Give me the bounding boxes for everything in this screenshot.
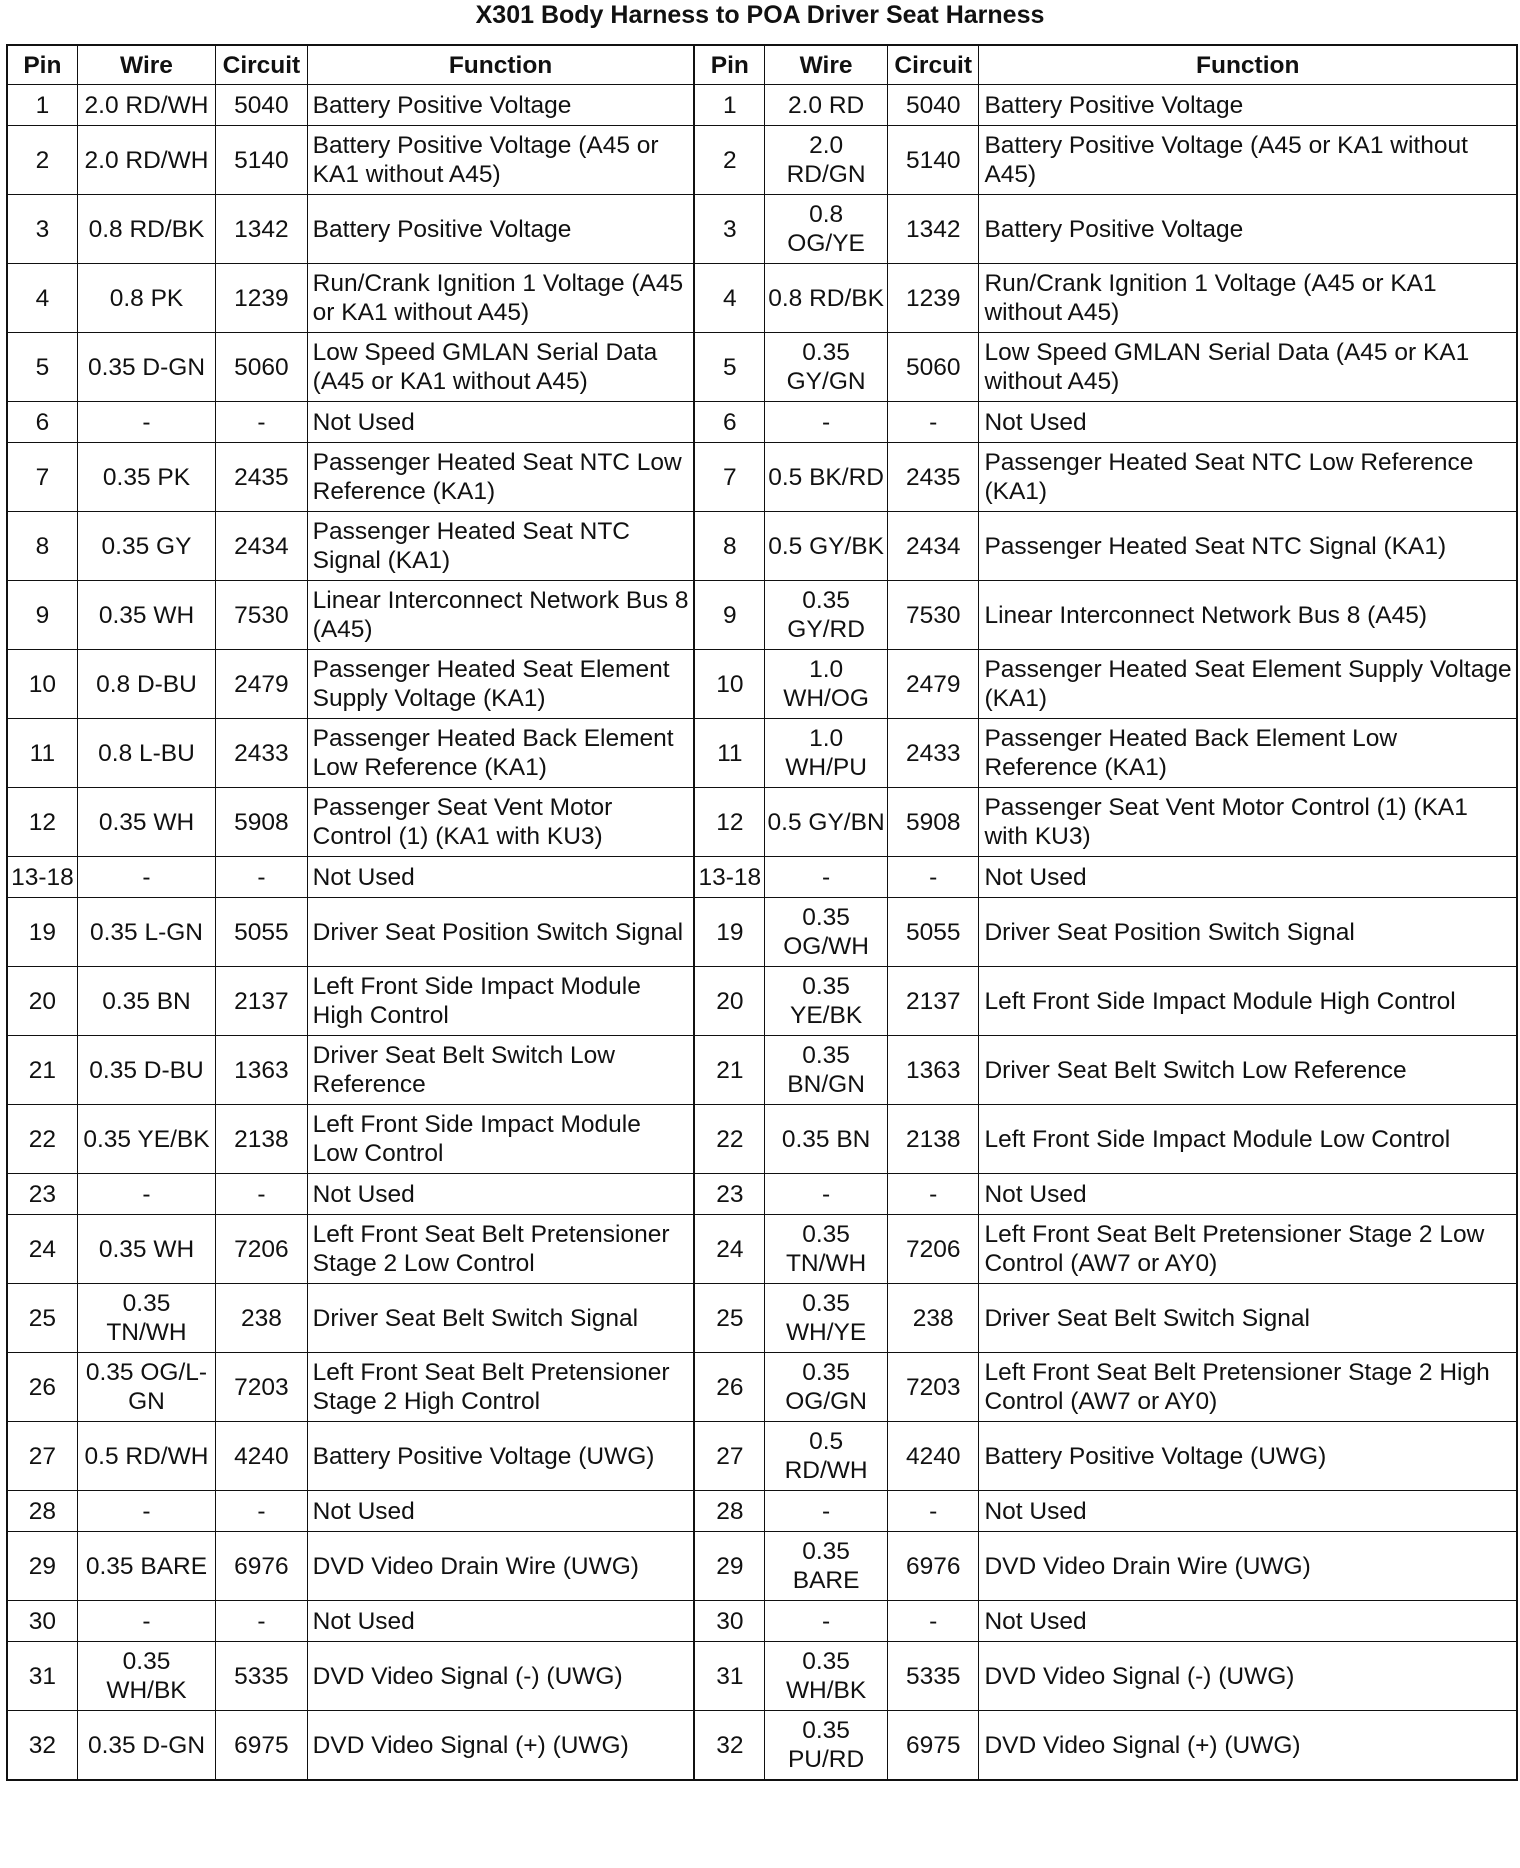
function-cell: Passenger Heated Seat Element Supply Voltage (KA1) [307, 650, 694, 719]
circuit-cell: 5040 [216, 85, 308, 126]
function-cell: Left Front Side Impact Module High Control [307, 967, 694, 1036]
wire-cell: 0.35 BN [765, 1105, 888, 1174]
wire-cell: - [77, 1174, 215, 1215]
pin-cell: 28 [694, 1491, 764, 1532]
table-row [7, 1422, 1517, 1491]
pin-cell: 9 [694, 581, 764, 650]
table-row [7, 967, 1517, 1036]
circuit-cell: - [216, 1601, 308, 1642]
wire-cell: 2.0 RD/WH [77, 126, 215, 195]
wire-cell: 0.35 WH [77, 581, 215, 650]
table-body [7, 85, 1517, 1781]
function-cell: DVD Video Signal (+) (UWG) [307, 1711, 694, 1781]
pin-cell: 27 [7, 1422, 77, 1491]
table-row [7, 1711, 1517, 1781]
wire-cell: 0.35 D-BU [77, 1036, 215, 1105]
circuit-cell: 5140 [216, 126, 308, 195]
pin-cell: 20 [7, 967, 77, 1036]
table-row [7, 402, 1517, 443]
function-cell: Not Used [307, 1601, 694, 1642]
function-cell: Battery Positive Voltage (UWG) [979, 1422, 1517, 1491]
function-cell: Run/Crank Ignition 1 Voltage (A45 or KA1 without A45) [979, 264, 1517, 333]
pin-cell: 26 [7, 1353, 77, 1422]
wire-cell: 1.0 WH/OG [765, 650, 888, 719]
function-cell: Driver Seat Belt Switch Signal [307, 1284, 694, 1353]
circuit-cell: 5040 [887, 85, 979, 126]
circuit-cell: 4240 [887, 1422, 979, 1491]
pin-cell: 27 [694, 1422, 764, 1491]
circuit-cell: - [216, 1174, 308, 1215]
function-cell: Passenger Heated Seat NTC Low Reference (KA1) [979, 443, 1517, 512]
pin-cell: 11 [7, 719, 77, 788]
pin-cell: 24 [694, 1215, 764, 1284]
pin-cell: 10 [694, 650, 764, 719]
pin-cell: 19 [694, 898, 764, 967]
circuit-cell: 6975 [887, 1711, 979, 1781]
table-row [7, 1532, 1517, 1601]
function-cell: DVD Video Drain Wire (UWG) [979, 1532, 1517, 1601]
function-cell: Not Used [307, 1174, 694, 1215]
function-cell: Passenger Heated Seat Element Supply Voltage (KA1) [979, 650, 1517, 719]
pin-cell: 10 [7, 650, 77, 719]
table-row [7, 1284, 1517, 1353]
wire-cell: 0.5 BK/RD [765, 443, 888, 512]
wire-cell: 0.35 YE/BK [765, 967, 888, 1036]
circuit-cell: 6976 [216, 1532, 308, 1601]
circuit-cell: 7530 [887, 581, 979, 650]
table-row [7, 1353, 1517, 1422]
wire-cell: 0.35 WH/BK [77, 1642, 215, 1711]
pin-cell: 21 [7, 1036, 77, 1105]
wire-cell: - [765, 402, 888, 443]
wire-cell: 0.35 OG/L-GN [77, 1353, 215, 1422]
function-cell: Left Front Side Impact Module Low Control [307, 1105, 694, 1174]
table-row [7, 719, 1517, 788]
circuit-cell: 2433 [216, 719, 308, 788]
table-header-row [7, 45, 1517, 85]
function-cell: Passenger Heated Seat NTC Signal (KA1) [307, 512, 694, 581]
circuit-cell: - [887, 1174, 979, 1215]
function-cell: Passenger Heated Back Element Low Reference (KA1) [307, 719, 694, 788]
wire-cell: 0.35 WH/YE [765, 1284, 888, 1353]
circuit-cell: 7206 [887, 1215, 979, 1284]
wire-cell: 0.35 TN/WH [765, 1215, 888, 1284]
function-cell: DVD Video Signal (+) (UWG) [979, 1711, 1517, 1781]
circuit-cell: 5055 [887, 898, 979, 967]
table-row [7, 512, 1517, 581]
wire-cell: 2.0 RD/GN [765, 126, 888, 195]
circuit-cell: 5335 [887, 1642, 979, 1711]
pin-cell: 4 [7, 264, 77, 333]
wire-cell: 0.8 L-BU [77, 719, 215, 788]
function-cell: Driver Seat Position Switch Signal [307, 898, 694, 967]
table-row [7, 1036, 1517, 1105]
table-row [7, 85, 1517, 126]
header-wire: Wire [77, 45, 215, 85]
pin-cell: 6 [7, 402, 77, 443]
pin-cell: 7 [694, 443, 764, 512]
wire-cell: 0.8 RD/BK [765, 264, 888, 333]
wire-cell: 2.0 RD [765, 85, 888, 126]
wire-cell: 0.8 PK [77, 264, 215, 333]
circuit-cell: 2137 [216, 967, 308, 1036]
table-row [7, 898, 1517, 967]
circuit-cell: 5908 [216, 788, 308, 857]
pin-cell: 32 [7, 1711, 77, 1781]
circuit-cell: - [887, 1491, 979, 1532]
table-row [7, 264, 1517, 333]
circuit-cell: 7203 [887, 1353, 979, 1422]
header-pin: Pin [7, 45, 77, 85]
circuit-cell: 2435 [887, 443, 979, 512]
pin-cell: 23 [7, 1174, 77, 1215]
circuit-cell: 2433 [887, 719, 979, 788]
pin-cell: 11 [694, 719, 764, 788]
circuit-cell: - [887, 1601, 979, 1642]
wire-cell: 0.35 GY/GN [765, 333, 888, 402]
pin-cell: 1 [694, 85, 764, 126]
table-row [7, 650, 1517, 719]
pin-cell: 8 [7, 512, 77, 581]
function-cell: Not Used [979, 1601, 1517, 1642]
function-cell: Linear Interconnect Network Bus 8 (A45) [307, 581, 694, 650]
pin-cell: 5 [7, 333, 77, 402]
pin-cell: 25 [7, 1284, 77, 1353]
pin-cell: 22 [694, 1105, 764, 1174]
pin-cell: 24 [7, 1215, 77, 1284]
circuit-cell: 2138 [216, 1105, 308, 1174]
circuit-cell: 2479 [887, 650, 979, 719]
wire-cell: 0.35 BN/GN [765, 1036, 888, 1105]
pin-cell: 1 [7, 85, 77, 126]
circuit-cell: 2479 [216, 650, 308, 719]
function-cell: Left Front Seat Belt Pretensioner Stage 2 Low Control (AW7 or AY0) [979, 1215, 1517, 1284]
function-cell: Left Front Seat Belt Pretensioner Stage 2 High Control (AW7 or AY0) [979, 1353, 1517, 1422]
function-cell: Battery Positive Voltage (A45 or KA1 without A45) [307, 126, 694, 195]
table-row [7, 1174, 1517, 1215]
pin-cell: 22 [7, 1105, 77, 1174]
table-row [7, 333, 1517, 402]
function-cell: DVD Video Signal (-) (UWG) [307, 1642, 694, 1711]
pin-cell: 31 [7, 1642, 77, 1711]
pin-cell: 20 [694, 967, 764, 1036]
function-cell: DVD Video Drain Wire (UWG) [307, 1532, 694, 1601]
pin-cell: 32 [694, 1711, 764, 1781]
wire-cell: 0.35 PK [77, 443, 215, 512]
circuit-cell: - [887, 402, 979, 443]
circuit-cell: - [887, 857, 979, 898]
circuit-cell: 2138 [887, 1105, 979, 1174]
table-row [7, 1601, 1517, 1642]
circuit-cell: 5908 [887, 788, 979, 857]
wire-cell: 0.5 RD/WH [77, 1422, 215, 1491]
harness-pinout-table [6, 44, 1518, 1781]
circuit-cell: 2434 [216, 512, 308, 581]
pin-cell: 8 [694, 512, 764, 581]
circuit-cell: 5140 [887, 126, 979, 195]
wire-cell: 0.35 WH/BK [765, 1642, 888, 1711]
circuit-cell: - [216, 1491, 308, 1532]
function-cell: Driver Seat Belt Switch Low Reference [307, 1036, 694, 1105]
function-cell: Passenger Heated Back Element Low Reference (KA1) [979, 719, 1517, 788]
circuit-cell: 1239 [887, 264, 979, 333]
pin-cell: 30 [694, 1601, 764, 1642]
function-cell: Driver Seat Belt Switch Signal [979, 1284, 1517, 1353]
pin-cell: 12 [694, 788, 764, 857]
function-cell: Run/Crank Ignition 1 Voltage (A45 or KA1 without A45) [307, 264, 694, 333]
circuit-cell: 1342 [887, 195, 979, 264]
circuit-cell: 238 [216, 1284, 308, 1353]
wire-cell: 0.35 BARE [77, 1532, 215, 1601]
wire-cell: 0.5 GY/BN [765, 788, 888, 857]
wire-cell: - [77, 402, 215, 443]
table-row [7, 126, 1517, 195]
wire-cell: 0.35 TN/WH [77, 1284, 215, 1353]
wire-cell: 0.35 GY/RD [765, 581, 888, 650]
wire-cell: 0.35 OG/GN [765, 1353, 888, 1422]
pin-cell: 9 [7, 581, 77, 650]
circuit-cell: 6975 [216, 1711, 308, 1781]
circuit-cell: 7530 [216, 581, 308, 650]
wire-cell: 2.0 RD/WH [77, 85, 215, 126]
pin-cell: 3 [7, 195, 77, 264]
table-row [7, 1215, 1517, 1284]
circuit-cell: 1342 [216, 195, 308, 264]
function-cell: Not Used [979, 1491, 1517, 1532]
function-cell: Battery Positive Voltage (A45 or KA1 without A45) [979, 126, 1517, 195]
circuit-cell: 5060 [216, 333, 308, 402]
pin-cell: 3 [694, 195, 764, 264]
circuit-cell: 1239 [216, 264, 308, 333]
circuit-cell: 5060 [887, 333, 979, 402]
pin-cell: 12 [7, 788, 77, 857]
function-cell: DVD Video Signal (-) (UWG) [979, 1642, 1517, 1711]
wire-cell: - [765, 1601, 888, 1642]
function-cell: Linear Interconnect Network Bus 8 (A45) [979, 581, 1517, 650]
circuit-cell: - [216, 402, 308, 443]
function-cell: Low Speed GMLAN Serial Data (A45 or KA1 without A45) [307, 333, 694, 402]
pin-cell: 23 [694, 1174, 764, 1215]
function-cell: Not Used [979, 1174, 1517, 1215]
wire-cell: - [77, 857, 215, 898]
header-pin: Pin [694, 45, 764, 85]
pin-cell: 13-18 [7, 857, 77, 898]
wire-cell: 0.35 PU/RD [765, 1711, 888, 1781]
circuit-cell: 2435 [216, 443, 308, 512]
table-row [7, 581, 1517, 650]
wire-cell: 0.35 YE/BK [77, 1105, 215, 1174]
pin-cell: 7 [7, 443, 77, 512]
circuit-cell: 2137 [887, 967, 979, 1036]
circuit-cell: 5335 [216, 1642, 308, 1711]
circuit-cell: 6976 [887, 1532, 979, 1601]
pin-cell: 29 [694, 1532, 764, 1601]
function-cell: Driver Seat Position Switch Signal [979, 898, 1517, 967]
pin-cell: 2 [694, 126, 764, 195]
circuit-cell: 7203 [216, 1353, 308, 1422]
wire-cell: 0.35 L-GN [77, 898, 215, 967]
table-row [7, 1105, 1517, 1174]
pin-cell: 13-18 [694, 857, 764, 898]
header-wire: Wire [765, 45, 888, 85]
wire-cell: 0.35 D-GN [77, 333, 215, 402]
circuit-cell: 1363 [216, 1036, 308, 1105]
function-cell: Left Front Side Impact Module High Control [979, 967, 1517, 1036]
table-row [7, 443, 1517, 512]
circuit-cell: 1363 [887, 1036, 979, 1105]
wire-cell: 0.35 GY [77, 512, 215, 581]
function-cell: Driver Seat Belt Switch Low Reference [979, 1036, 1517, 1105]
function-cell: Not Used [307, 402, 694, 443]
wire-cell: - [765, 857, 888, 898]
function-cell: Passenger Heated Seat NTC Low Reference (KA1) [307, 443, 694, 512]
function-cell: Not Used [979, 857, 1517, 898]
table-row [7, 857, 1517, 898]
function-cell: Left Front Seat Belt Pretensioner Stage 2 High Control [307, 1353, 694, 1422]
function-cell: Battery Positive Voltage [307, 85, 694, 126]
function-cell: Battery Positive Voltage (UWG) [307, 1422, 694, 1491]
circuit-cell: 238 [887, 1284, 979, 1353]
wire-cell: - [77, 1601, 215, 1642]
wire-cell: 0.35 WH [77, 1215, 215, 1284]
pin-cell: 2 [7, 126, 77, 195]
function-cell: Not Used [307, 857, 694, 898]
circuit-cell: 7206 [216, 1215, 308, 1284]
wire-cell: - [765, 1174, 888, 1215]
table-row [7, 1491, 1517, 1532]
page-title: X301 Body Harness to POA Driver Seat Harness [475, 1, 1045, 29]
pin-cell: 19 [7, 898, 77, 967]
pin-cell: 6 [694, 402, 764, 443]
circuit-cell: 5055 [216, 898, 308, 967]
function-cell: Not Used [979, 402, 1517, 443]
pin-cell: 4 [694, 264, 764, 333]
wire-cell: 0.5 RD/WH [765, 1422, 888, 1491]
pin-cell: 31 [694, 1642, 764, 1711]
wire-cell: 0.8 RD/BK [77, 195, 215, 264]
wire-cell: - [77, 1491, 215, 1532]
pin-cell: 28 [7, 1491, 77, 1532]
function-cell: Low Speed GMLAN Serial Data (A45 or KA1 without A45) [979, 333, 1517, 402]
circuit-cell: 4240 [216, 1422, 308, 1491]
table-row [7, 1642, 1517, 1711]
wire-cell: 0.35 WH [77, 788, 215, 857]
wire-cell: 0.35 D-GN [77, 1711, 215, 1781]
header-function: Function [979, 45, 1517, 85]
pin-cell: 26 [694, 1353, 764, 1422]
table-row [7, 788, 1517, 857]
function-cell: Passenger Seat Vent Motor Control (1) (KA1 with KU3) [979, 788, 1517, 857]
wire-cell: 0.8 D-BU [77, 650, 215, 719]
wire-cell: 0.5 GY/BK [765, 512, 888, 581]
wire-cell: 1.0 WH/PU [765, 719, 888, 788]
wire-cell: - [765, 1491, 888, 1532]
pin-cell: 25 [694, 1284, 764, 1353]
function-cell: Battery Positive Voltage [979, 195, 1517, 264]
wire-cell: 0.35 BARE [765, 1532, 888, 1601]
table-row [7, 195, 1517, 264]
wire-cell: 0.35 BN [77, 967, 215, 1036]
pin-cell: 30 [7, 1601, 77, 1642]
pin-cell: 21 [694, 1036, 764, 1105]
pin-cell: 5 [694, 333, 764, 402]
function-cell: Left Front Seat Belt Pretensioner Stage 2 Low Control [307, 1215, 694, 1284]
function-cell: Battery Positive Voltage [307, 195, 694, 264]
wire-cell: 0.8 OG/YE [765, 195, 888, 264]
pin-cell: 29 [7, 1532, 77, 1601]
function-cell: Battery Positive Voltage [979, 85, 1517, 126]
header-function: Function [307, 45, 694, 85]
circuit-cell: 2434 [887, 512, 979, 581]
function-cell: Left Front Side Impact Module Low Control [979, 1105, 1517, 1174]
wire-cell: 0.35 OG/WH [765, 898, 888, 967]
circuit-cell: - [216, 857, 308, 898]
function-cell: Not Used [307, 1491, 694, 1532]
header-circuit: Circuit [216, 45, 308, 85]
function-cell: Passenger Heated Seat NTC Signal (KA1) [979, 512, 1517, 581]
header-circuit: Circuit [887, 45, 979, 85]
function-cell: Passenger Seat Vent Motor Control (1) (KA1 with KU3) [307, 788, 694, 857]
